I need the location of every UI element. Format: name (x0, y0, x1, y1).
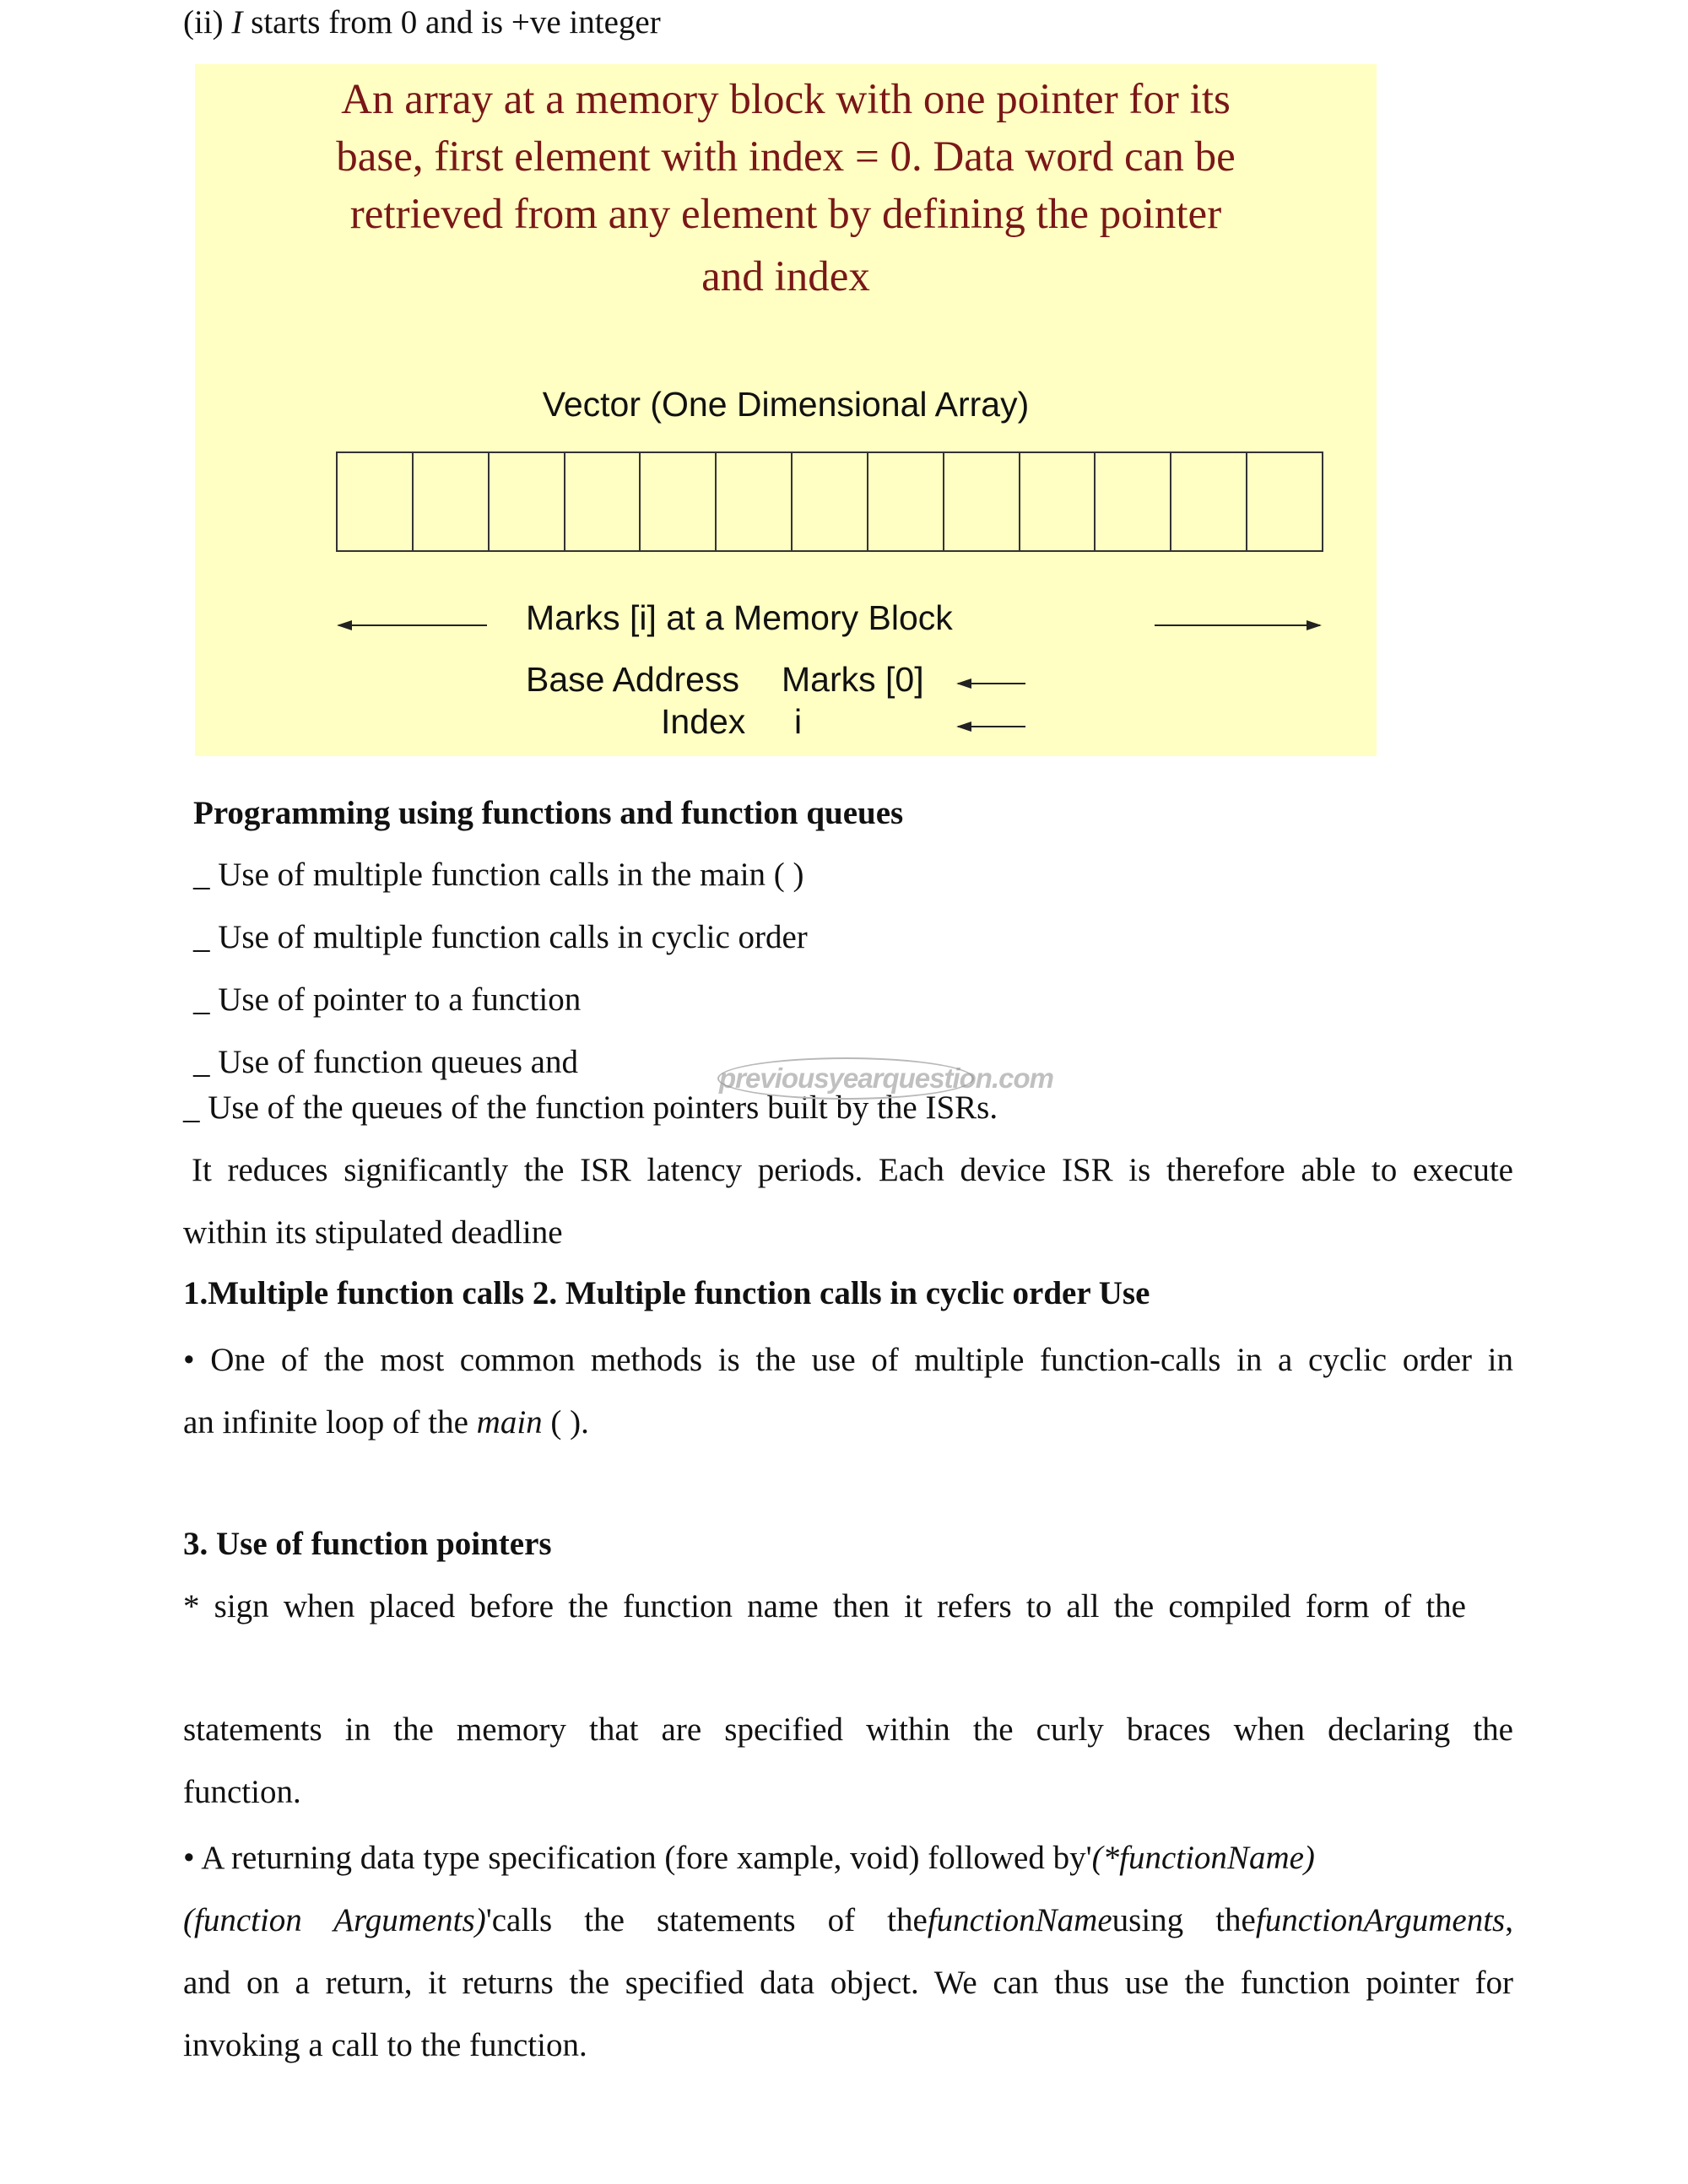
array-cell (414, 453, 490, 550)
section-heading: Programming using functions and function queues (193, 795, 904, 831)
bullet-text: Use of multiple function calls in cyclic order (218, 919, 808, 955)
text-run-italic: functionName (927, 1902, 1112, 1938)
bullet-mark: _ (193, 857, 210, 893)
section-heading: 3. Use of function pointers (183, 1526, 552, 1562)
text-run: • A returning data type specification (fore xample, void) followed by' (183, 1840, 1092, 1876)
caption-line: An array at a memory block with one pointer for its (341, 76, 1231, 123)
right-arrow-icon (1155, 624, 1320, 626)
bullet-mark: _ (193, 1044, 210, 1080)
text-run: an infinite loop of the (183, 1404, 477, 1441)
array-cell (1171, 453, 1247, 550)
marks0-arrow-icon (958, 683, 1025, 684)
index-arrow-icon (958, 726, 1025, 727)
paragraph-line: • One of the most common methods is the use of multiple function-calls in a cyclic order in (183, 1342, 1513, 1378)
paragraph-line (183, 1900, 1513, 1942)
paragraph-line: and on a return, it returns the specified data object. We can thus use the function pointer for (183, 1965, 1513, 2001)
bullet-item (193, 855, 804, 896)
paragraph-line: function. (183, 1774, 301, 1810)
text-run-italic: functionArguments (1255, 1902, 1506, 1938)
array-cell (1020, 453, 1096, 550)
bullet-text: Use of pointer to a function (218, 981, 582, 1018)
section-heading: 1.Multiple function calls 2. Multiple function calls in cyclic order Use (183, 1275, 1150, 1311)
bullet-item (193, 1042, 578, 1084)
array-cell (565, 453, 641, 550)
paragraph-line (183, 1838, 1315, 1879)
text-run: , (1505, 1902, 1513, 1938)
marks-label: Marks [i] at a Memory Block (526, 598, 953, 637)
paragraph-line: within its stipulated deadline (183, 1214, 563, 1251)
array-cell (944, 453, 1020, 550)
array-cell (1247, 453, 1322, 550)
bullet-text: Use of multiple function calls in the main ( ) (218, 857, 804, 893)
caption-line: retrieved from any element by defining the pointer (349, 191, 1222, 238)
bullet-text: Use of the queues of the function pointers built by the ISRs. (208, 1089, 998, 1126)
text-run-italic: (*functionName) (1091, 1840, 1315, 1876)
bullet-item (193, 980, 581, 1021)
array-cell (490, 453, 565, 550)
paragraph-line: It reduces significantly the ISR latency periods. Each device ISR is therefore able to execute (192, 1152, 1513, 1188)
caption-line: and index (701, 253, 870, 300)
array-figure (195, 64, 1377, 756)
marks0-label: Marks [0] (782, 660, 924, 699)
intro-rest: starts from 0 and is +ve integer (242, 4, 661, 41)
array-cell (641, 453, 717, 550)
paragraph-line (183, 1403, 589, 1444)
bullet-mark: _ (193, 919, 210, 955)
bullet-text: Use of function queues and (218, 1044, 578, 1080)
caption-line: base, first element with index = 0. Data word can be (336, 133, 1236, 181)
array-cell (1096, 453, 1171, 550)
bullet-mark: _ (183, 1089, 200, 1126)
text-run-italic: (function Arguments) (183, 1902, 486, 1938)
index-variable: i (794, 702, 803, 741)
text-run: 'calls the statements of the (485, 1902, 928, 1938)
array-cell (793, 453, 868, 550)
paragraph-line: invoking a call to the function. (183, 2027, 587, 2063)
text-run-italic: main (476, 1404, 543, 1441)
vector-title: Vector (One Dimensional Array) (542, 385, 1030, 424)
figure-caption (195, 71, 1377, 305)
array-cell (717, 453, 793, 550)
left-arrow-icon (338, 624, 487, 626)
paragraph-line: * sign when placed before the function name then it refers to all the compiled form of the (183, 1588, 1466, 1624)
bullet-mark: _ (193, 981, 210, 1018)
text-run: using the (1112, 1902, 1256, 1938)
base-address-label: Base Address (526, 660, 739, 699)
bullet-item (193, 917, 808, 959)
index-label: Index (661, 702, 746, 741)
text-run: ( ). (542, 1404, 589, 1441)
intro-prefix: (ii) (183, 4, 232, 41)
intro-line (183, 3, 661, 44)
watermark-logo: previousyearquestion.com (717, 1057, 974, 1100)
array-cell (868, 453, 944, 550)
intro-variable: I (231, 4, 243, 41)
array-cell (338, 453, 414, 550)
paragraph-line: statements in the memory that are specified within the curly braces when declaring the (183, 1711, 1513, 1748)
array-cells (336, 451, 1323, 552)
